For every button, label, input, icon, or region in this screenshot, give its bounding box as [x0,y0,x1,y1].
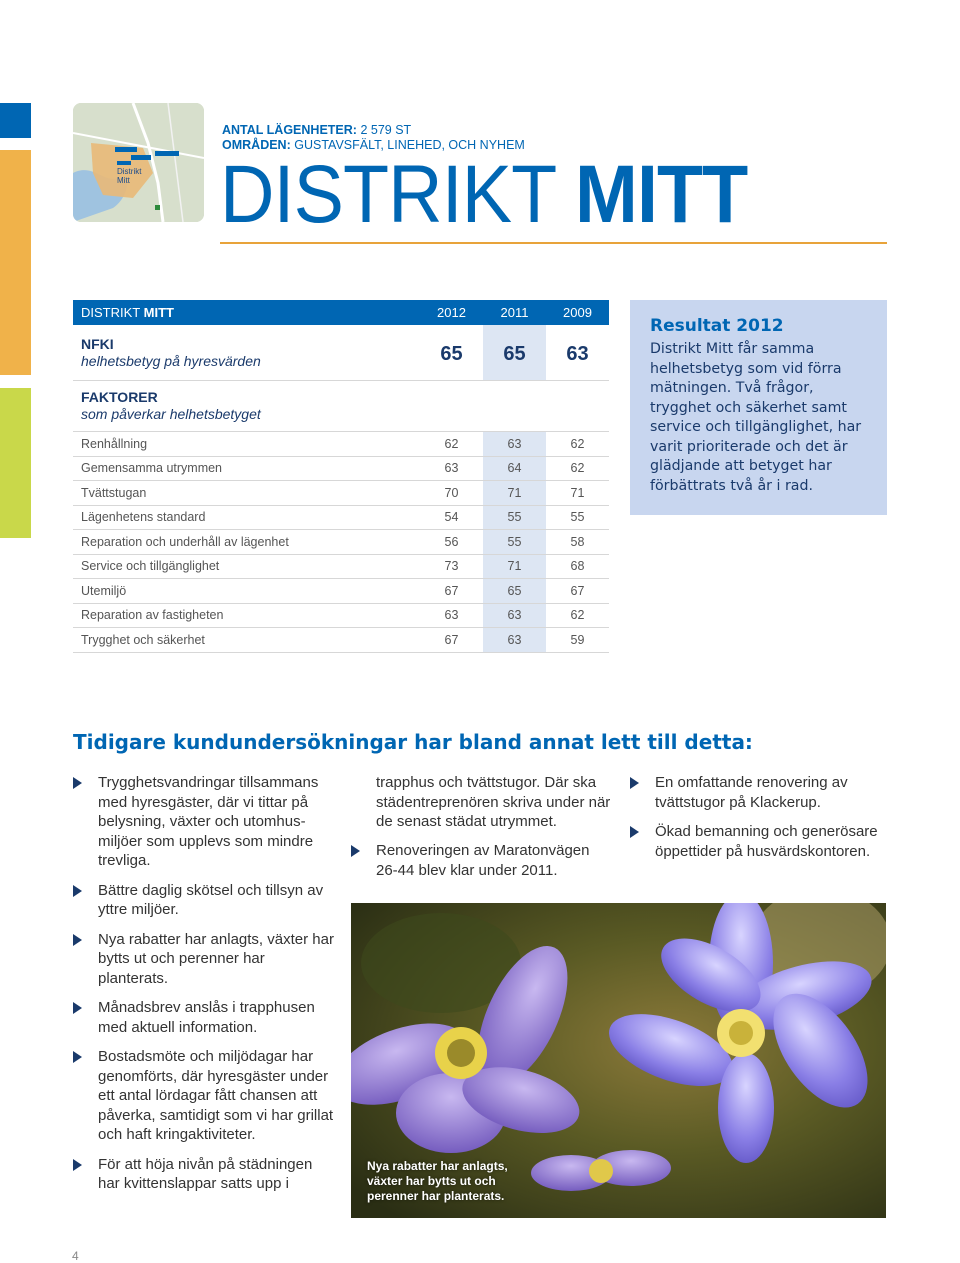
row-value-2011: 71 [483,481,546,505]
row-value-2011: 55 [483,506,546,530]
map-label: Distrikt Mitt [117,167,142,185]
list-item-text: Ökad bemanning och generösare öppettider på husvärdskontoren. [655,823,878,860]
bullet-arrow-icon [73,1051,82,1063]
row-value-2012: 70 [444,485,459,500]
row-label: Gemensamma utrymmen [81,461,223,476]
row-label: Renhållning [81,436,148,451]
table-row [73,530,609,555]
row-value-2012: 67 [444,632,459,647]
list-item [630,773,892,812]
list-item [73,881,335,920]
row-label: Trygghet och säkerhet [81,632,205,647]
year-2012: 2012 [437,305,466,320]
table-header [73,300,609,325]
list-item [73,998,335,1037]
bullets-col2 [351,841,613,890]
row-value-2011: 71 [483,555,546,579]
table-row [73,506,609,531]
nfki-2011: 65 [483,325,546,380]
row-label: Reparation av fastigheten [81,608,224,623]
factors-row [73,381,609,432]
nfki-2012: 65 [440,343,463,365]
list-item-text: Månadsbrev anslås i trapphusen med aktuell information. [98,999,315,1036]
bullets-col3 [630,773,892,871]
bullet-arrow-icon [73,885,82,897]
row-label: Service och tillgänglighet [81,559,220,574]
row-label: Utemiljö [81,583,127,598]
list-item [73,1047,335,1145]
row-label: Reparation och underhåll av lägenhet [81,534,289,549]
table-row [73,457,609,482]
table-heading [73,305,420,320]
list-item-text: Renoveringen av Maratonvägen 26-44 blev klar under 2011. [376,842,590,879]
factors-label [73,389,609,423]
table-row [73,579,609,604]
title-light: DISTRIKT [220,149,555,240]
row-value-2012: 63 [444,608,459,623]
map-graphic [73,103,204,222]
list-item [73,773,335,871]
list-item-text: För att höja nivån på städningen har kvittenslappar satts upp i [98,1155,313,1192]
list-item [73,1155,335,1194]
nfki-subtitle: helhetsbetyg på hyresvärden [81,352,261,369]
row-value-2009: 59 [570,632,585,647]
row-value-2011: 63 [483,432,546,456]
table-heading-light: DISTRIKT [81,305,140,320]
row-value-2009: 68 [570,559,585,574]
row-value-2012: 62 [444,436,459,451]
col2-continuation: trapphus och tvättstugor. Där ska städentreprenören skriva under när de senast städat utrymmet. [376,774,611,830]
section-heading: Tidigare kundundersökningar har bland annat lett till detta: [73,730,753,754]
row-value-2012: 63 [444,461,459,476]
row-value-2009: 71 [570,485,585,500]
list-item [351,841,613,880]
row-value-2011: 55 [483,530,546,554]
list-item [630,822,892,861]
row-value-2012: 56 [444,534,459,549]
list-item-text: Bättre daglig skötsel och tillsyn av yttre miljöer. [98,881,324,918]
nfki-2009: 63 [566,343,589,365]
nfki-title: NFKI [81,335,114,352]
table-row [73,628,609,653]
row-value-2009: 67 [570,583,585,598]
row-label: Tvättstugan [81,485,147,500]
list-item [73,930,335,989]
results-table [73,300,609,653]
row-value-2012: 54 [444,510,459,525]
row-value-2012: 67 [444,583,459,598]
page-number: 4 [72,1249,79,1263]
photo-caption: Nya rabatter har anlagts, växter har bytts ut och perenner har planterats. [367,1159,508,1203]
bullet-arrow-icon [351,845,360,857]
factors-subtitle: som påverkar helhetsbetyget [81,406,261,422]
header-rule [220,242,887,244]
factors-title: FAKTORER [81,389,158,405]
table-row [73,604,609,629]
table-row [73,481,609,506]
bullet-arrow-icon [73,777,82,789]
row-label: Lägenhetens standard [81,510,206,525]
flower-photo [351,903,886,1218]
page-title [220,150,747,240]
bullet-arrow-icon [630,777,639,789]
bullets-col1 [73,773,335,1204]
district-map [73,103,204,222]
side-strip-orange [0,150,31,375]
year-2011: 2011 [500,305,529,320]
nfki-row [73,325,609,381]
apartments-value: 2 579 ST [360,123,412,137]
row-value-2011: 65 [483,579,546,603]
row-value-2009: 62 [570,436,585,451]
result-title: Resultat 2012 [650,316,784,336]
row-value-2009: 58 [570,534,585,549]
table-heading-bold: MITT [143,305,174,320]
row-value-2011: 63 [483,628,546,652]
areas-value: GUSTAVSFÄLT, LINEHED, OCH NYHEM [294,138,525,152]
apartments-label: ANTAL LÄGENHETER: [222,123,357,137]
table-row [73,555,609,580]
areas-label: OMRÅDEN: [222,138,291,152]
row-value-2009: 62 [570,608,585,623]
list-item-text: Trygghetsvandringar tillsammans med hyresgäster, där vi tittar på belysning, växter och utomhus-miljöer som upplevs som mindre trevliga. [98,774,319,869]
row-value-2011: 64 [483,457,546,481]
bullet-arrow-icon [630,826,639,838]
side-strip-green [0,388,31,538]
list-item-text: En omfattande renovering av tvättstugor på Klackerup. [655,774,848,811]
row-value-2012: 73 [444,559,459,574]
nfki-label [73,336,420,370]
side-strip-blue [0,103,31,138]
bullet-arrow-icon [73,1002,82,1014]
bullet-arrow-icon [73,934,82,946]
row-value-2009: 62 [570,461,585,476]
row-value-2011: 63 [483,604,546,628]
list-item-text: Bostadsmöte och miljödagar har genomförts, där hyresgäster under ett antal lördagar fått chansen att påverka, samtidigt som vi har grillat och haft kringaktiviteter. [98,1048,334,1143]
result-text: Distrikt Mitt får samma helhetsbetyg som vid förra mätningen. Två frågor, trygghet och säkerhet samt service och tillgänglighet, har varit prioriterade och det är glädjande att betyget har förbättrats två år i rad. [650,341,862,494]
list-item-text: Nya rabatter har anlagts, växter har bytts ut och perenner har planterats. [98,930,334,987]
factor-rows [73,432,609,653]
table-row [73,432,609,457]
year-2009: 2009 [563,305,592,320]
title-bold: MITT [575,149,748,240]
result-box [630,300,887,515]
bullet-arrow-icon [73,1159,82,1171]
row-value-2009: 55 [570,510,585,525]
